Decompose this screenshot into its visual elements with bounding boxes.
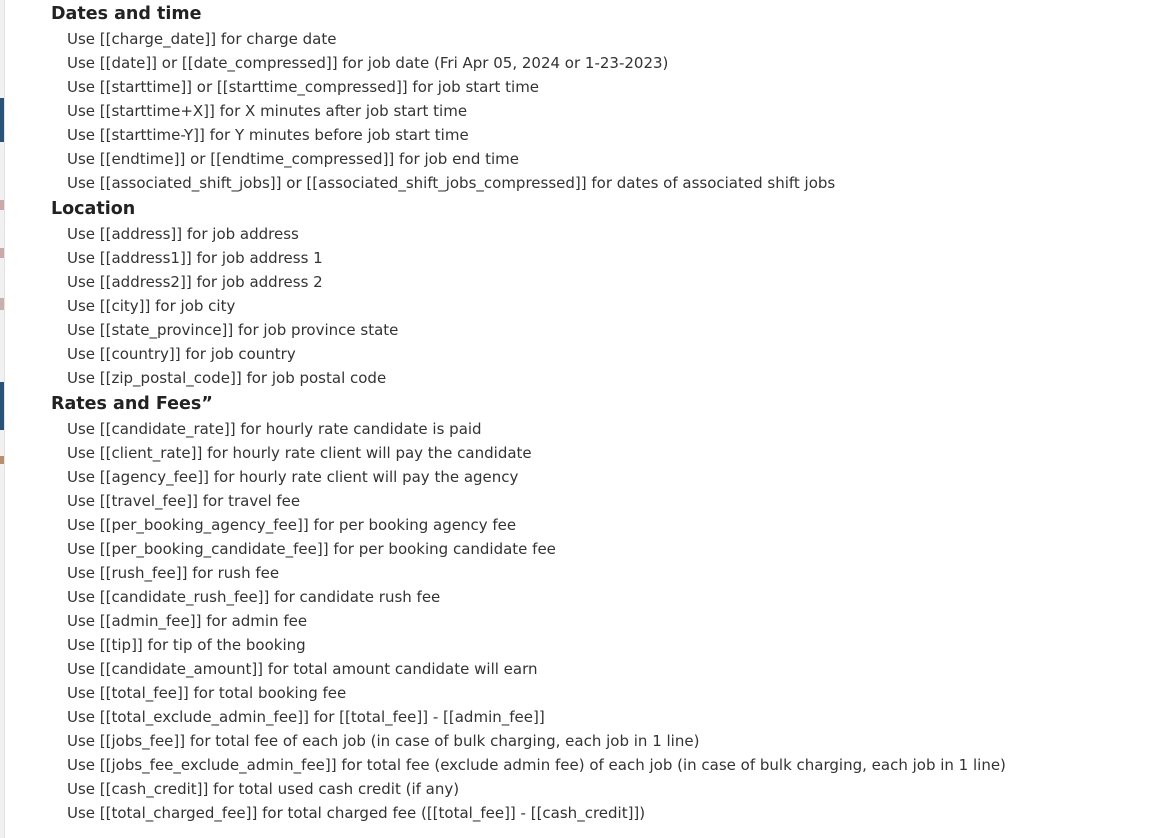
- placeholder-item: Use [[starttime-Y]] for Y minutes before job start time: [67, 126, 469, 144]
- placeholder-item: Use [[address1]] for job address 1: [67, 249, 323, 267]
- placeholder-item: Use [[jobs_fee]] for total fee of each job (in case of bulk charging, each job in 1 line): [67, 732, 700, 750]
- placeholder-item: Use [[client_rate]] for hourly rate client will pay the candidate: [67, 444, 532, 462]
- section-title: Location: [51, 199, 136, 219]
- placeholder-item: Use [[rush_fee]] for rush fee: [67, 564, 280, 582]
- placeholder-item: Use [[starttime+X]] for X minutes after job start time: [67, 102, 468, 120]
- placeholder-item: Use [[charge_date]] for charge date: [67, 30, 337, 48]
- placeholder-item: Use [[state_province]] for job province state: [67, 321, 399, 339]
- placeholder-item: Use [[date]] or [[date_compressed]] for job date (Fri Apr 05, 2024 or 1-23-2023): [67, 54, 669, 72]
- placeholder-help-list: [51, 0, 1151, 825]
- placeholder-item: Use [[agency_fee]] for hourly rate client will pay the agency: [67, 468, 519, 486]
- placeholder-item: Use [[city]] for job city: [67, 297, 236, 315]
- placeholder-sections: [51, 1, 1151, 825]
- section-title: Dates and time: [51, 4, 202, 24]
- placeholder-item: Use [[zip_postal_code]] for job postal code: [67, 369, 387, 387]
- placeholder-item: Use [[country]] for job country: [67, 345, 296, 363]
- placeholder-item: Use [[endtime]] or [[endtime_compressed]] for job end time: [67, 150, 519, 168]
- placeholder-section: [51, 196, 1151, 390]
- placeholder-item: Use [[admin_fee]] for admin fee: [67, 612, 308, 630]
- placeholder-item: Use [[total_fee]] for total booking fee: [67, 684, 347, 702]
- placeholder-item: Use [[tip]] for tip of the booking: [67, 636, 306, 654]
- placeholder-item: Use [[per_booking_candidate_fee]] for per booking candidate fee: [67, 540, 556, 558]
- placeholder-item: Use [[cash_credit]] for total used cash credit (if any): [67, 780, 460, 798]
- placeholder-item: Use [[associated_shift_jobs]] or [[associated_shift_jobs_compressed]] for dates of associated shift jobs: [67, 174, 836, 192]
- placeholder-item: Use [[jobs_fee_exclude_admin_fee]] for total fee (exclude admin fee) of each job (in case of bulk charging, each job in 1 line): [67, 756, 1006, 774]
- placeholder-item: Use [[candidate_amount]] for total amount candidate will earn: [67, 660, 538, 678]
- placeholder-item: Use [[address2]] for job address 2: [67, 273, 323, 291]
- placeholder-item: Use [[candidate_rush_fee]] for candidate rush fee: [67, 588, 441, 606]
- placeholder-section: [51, 1, 1151, 195]
- panel-border: [4, 0, 5, 838]
- placeholder-item: Use [[total_charged_fee]] for total charged fee ([[total_fee]] - [[cash_credit]]): [67, 804, 646, 822]
- placeholder-item: Use [[starttime]] or [[starttime_compressed]] for job start time: [67, 78, 540, 96]
- section-title: Rates and Fees”: [51, 394, 213, 414]
- placeholder-item: Use [[total_exclude_admin_fee]] for [[total_fee]] - [[admin_fee]]: [67, 708, 545, 726]
- placeholder-item: Use [[address]] for job address: [67, 225, 299, 243]
- placeholder-section: [51, 391, 1151, 825]
- placeholder-item: Use [[travel_fee]] for travel fee: [67, 492, 301, 510]
- placeholder-item: Use [[candidate_rate]] for hourly rate candidate is paid: [67, 420, 482, 438]
- placeholder-item: Use [[per_booking_agency_fee]] for per booking agency fee: [67, 516, 517, 534]
